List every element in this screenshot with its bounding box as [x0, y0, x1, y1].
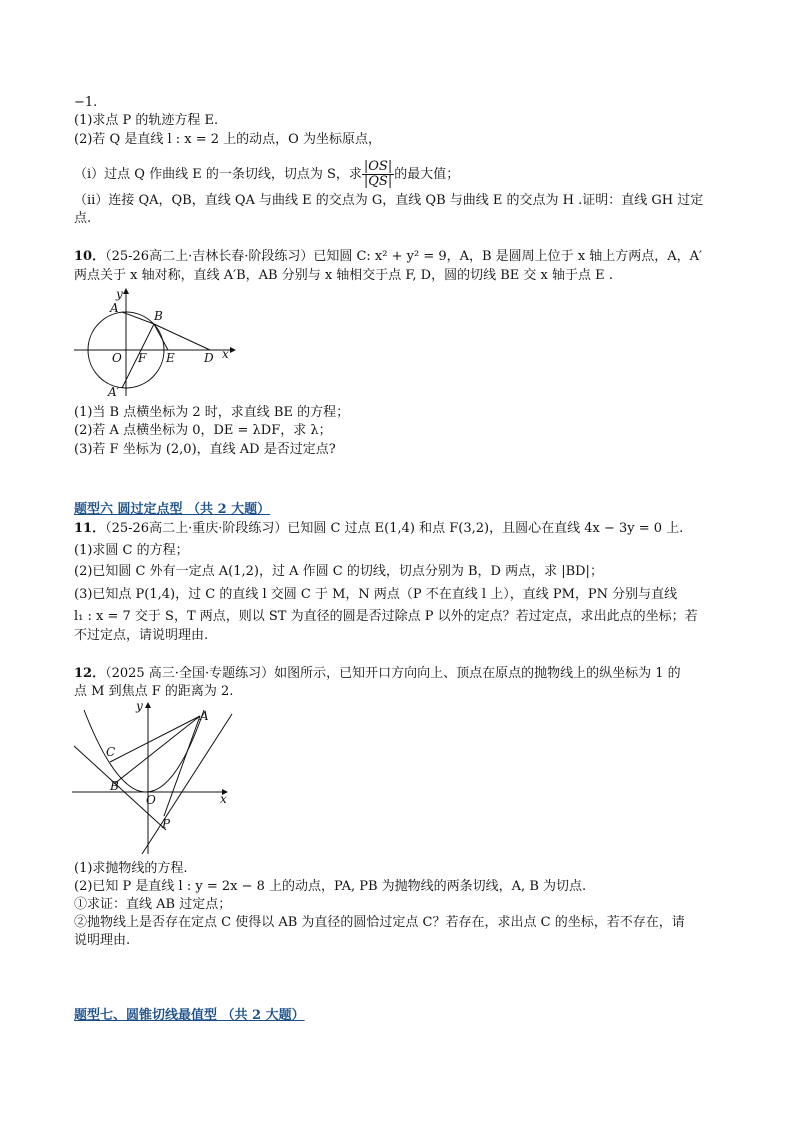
q11-part2: (2)已知圆 C 外有一定点 A(1,2)，过 A 作圆 C 的切线，切点分别为 B，D 两点，求 |BD|； [74, 564, 603, 579]
parabola-figure [70, 700, 240, 856]
q11-part3-cont2: 不过定点，请说明理由. [74, 628, 209, 643]
chord-ca [110, 716, 200, 762]
label-a: A [110, 301, 119, 315]
q12-part2: (2)已知 P 是直线 l : y = 2x − 8 上的动点，PA, PB 为抛物线的两条切线，A, B 为切点. [74, 879, 587, 894]
q12-part2-b: ②抛物线上是否存在定点 C 使得以 AB 为直径的圆恰过定点 C？若存在，求出点 C 的坐标，若不存在，请 [74, 915, 685, 930]
label-a-prime: A′ [108, 385, 120, 398]
q10-part2: (2)若 A 点横坐标为 0，DE = λDF，求 λ； [74, 423, 332, 438]
q9-part1: (1)求点 P 的轨迹方程 E. [74, 113, 219, 128]
tangent-line-b [74, 746, 166, 830]
label-x: x [220, 792, 227, 806]
q10-part1: (1)当 B 点横坐标为 2 时，求直线 BE 的方程； [74, 405, 350, 420]
fraction-denominator: |QS| [363, 174, 393, 189]
y-axis-arrow [145, 702, 151, 708]
q12-part2-a: ①求证：直线 AB 过定点； [74, 897, 232, 912]
q10-number: 10． [74, 249, 106, 264]
q10-stem-text: （25-26高二上·吉林长春·阶段练习）已知圆 C: x² + y² = 9，A，B 是圆周上位于 x 轴上方两点，A，A′ [105, 249, 703, 264]
chord-ab [114, 716, 200, 784]
line-l [142, 714, 232, 854]
q10-stem [74, 248, 702, 266]
label-e: E [166, 351, 175, 365]
q9-part2-i-text: （i）过点 Q 作曲线 E 的一条切线，切点为 S，求 [74, 166, 362, 182]
label-a: A [200, 709, 209, 723]
label-o: O [146, 793, 156, 807]
q11-stem [74, 520, 683, 538]
x-axis-arrow [230, 347, 236, 353]
line-be [154, 324, 168, 350]
q12-stem-cont: 点 M 到焦点 F 的距离为 2. [74, 684, 234, 699]
q12-number: 12． [74, 666, 106, 681]
q9-continuation: −1. [74, 95, 98, 110]
tangent-line-a [164, 716, 200, 816]
q12-stem [74, 665, 681, 683]
q11-part3: (3)已知点 P(1,4)，过 C 的直线 l 交圆 C 于 M，N 两点（P 不在直线 l 上），直线 PM，PN 分别与直线 [74, 587, 678, 602]
circle-figure [70, 286, 240, 398]
q9-part2: (2)若 Q 是直线 l : x = 2 上的动点，O 为坐标原点， [74, 132, 381, 147]
q11-part3-cont: l₁ : x = 7 交于 S，T 两点，则以 ST 为直径的圆是否过除点 P 以外的定点？若过定点，求出此点的坐标；若 [74, 609, 698, 624]
label-o: O [112, 351, 122, 365]
q10-part3: (3)若 F 坐标为 (2,0)，直线 AD 是否过定点? [74, 442, 336, 457]
fraction-numerator: |OS| [363, 159, 393, 174]
q11-part1: (1)求圆 C 的方程； [74, 543, 189, 558]
y-axis-arrow [123, 288, 129, 294]
q9-part2-ii-cont: 点. [74, 211, 92, 226]
ratio-fraction [362, 160, 394, 189]
q9-part2-ii: （ii）连接 QA，QB，直线 QA 与曲线 E 的交点为 G，直线 QB 与曲线 E 的交点为 H .证明：直线 GH 过定 [74, 193, 704, 208]
q12-stem-text: （2025 高三·全国·专题练习）如图所示，已知开口方向向上、顶点在原点的抛物线上的纵坐标为 1 的 [105, 666, 681, 681]
section-6-heading: 题型六 圆过定点型 （共 2 大题） [74, 502, 271, 517]
label-p: P [162, 817, 171, 831]
q12-part2-b-cont: 说明理由. [74, 933, 131, 948]
q9-part2-i [74, 160, 459, 189]
label-f: F [138, 351, 147, 365]
q11-stem-text: （25-26高二上·重庆·阶段练习）已知圆 C 过点 E(1,4) 和点 F(3,2)，且圆心在直线 4x − 3y = 0 上. [105, 521, 684, 536]
q9-part2-i-tail: 的最大值； [394, 166, 460, 182]
label-b: B [154, 309, 163, 323]
label-x: x [222, 347, 229, 361]
line-bd [154, 324, 210, 350]
section-7-heading: 题型七、圆锥切线最值型 （共 2 大题） [74, 1008, 305, 1023]
q12-part1: (1)求抛物线的方程. [74, 861, 188, 876]
parabola-curve [84, 710, 204, 792]
label-y: y [116, 287, 123, 301]
label-c: C [106, 745, 116, 759]
q10-stem-cont: 两点关于 x 轴对称，直线 A′B，AB 分别与 x 轴相交于点 F, D，圆的切线 BE 交 x 轴于点 E . [74, 268, 613, 283]
label-b: B [110, 779, 119, 793]
label-y: y [136, 700, 143, 713]
q11-number: 11． [74, 521, 106, 536]
label-d: D [204, 351, 214, 365]
